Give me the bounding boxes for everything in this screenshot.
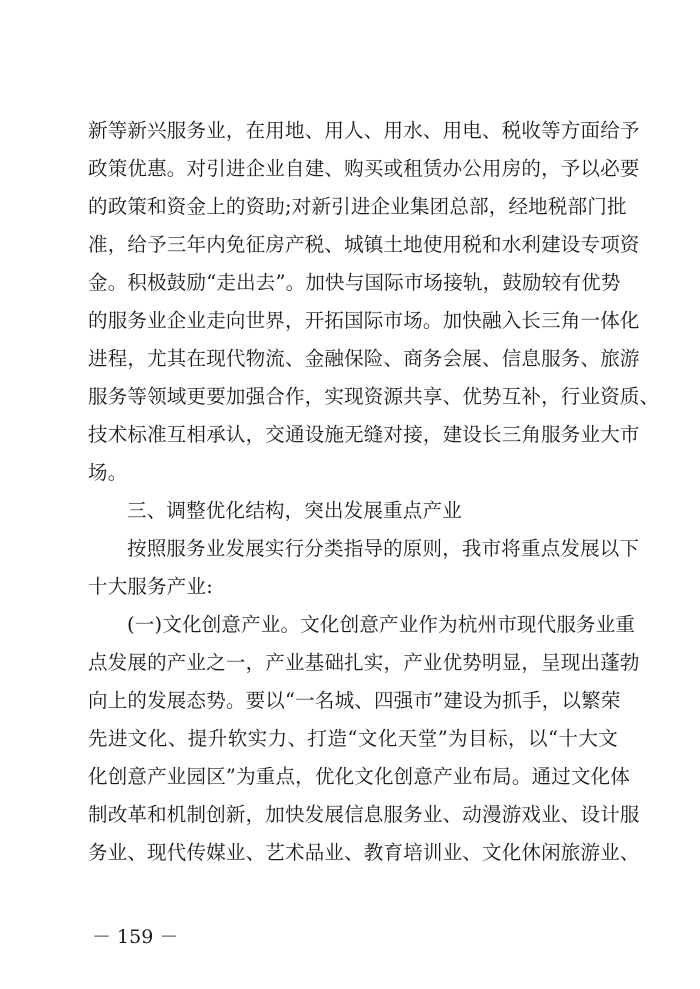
- subsection-line: (一)文化创意产业。文化创意产业作为杭州市现代服务业重: [127, 613, 636, 636]
- text-line: 技术标准互相承认，交通设施无缝对接，建设长三角服务业大市: [88, 423, 640, 446]
- text-line: 向上的发展态势。要以“一名城、四强市”建设为抓手，以繁荣: [88, 689, 621, 712]
- text-line: 制改革和机制创新，加快发展信息服务业、动漫游戏业、设计服: [88, 803, 640, 826]
- text-line: 十大服务产业:: [88, 575, 213, 598]
- text-line: 先进文化、提升软实力、打造“文化天堂”为目标，以“十大文: [88, 727, 618, 750]
- body-text: [88, 112, 660, 872]
- text-line: 准，给予三年内免征房产税、城镇土地使用税和水利建设专项资: [88, 233, 640, 256]
- text-line: 的政策和资金上的资助;对新引进企业集团总部，经地税部门批: [88, 195, 627, 218]
- text-line: 进程，尤其在现代物流、金融保险、商务会展、信息服务、旅游: [88, 347, 640, 370]
- text-line: 务业、现代传媒业、艺术品业、教育培训业、文化休闲旅游业、: [88, 841, 640, 864]
- text-line: 金。积极鼓励“走出去”。加快与国际市场接轨，鼓励较有优势: [88, 271, 621, 294]
- section-heading: 三、调整优化结构，突出发展重点产业: [127, 499, 462, 522]
- text-line: 服务等领域更要加强合作，实现资源共享、优势互补，行业资质、: [88, 385, 660, 408]
- text-line: 政策优惠。对引进企业自建、购买或租赁办公用房的，予以必要: [88, 157, 640, 180]
- text-line: 的服务业企业走向世界，开拓国际市场。加快融入长三角一体化: [88, 309, 640, 332]
- text-line: 新等新兴服务业，在用地、用人、用水、用电、税收等方面给予: [88, 119, 640, 142]
- text-line: 场。: [88, 461, 128, 484]
- text-line: 化创意产业园区”为重点，优化文化创意产业布局。通过文化体: [88, 765, 631, 788]
- text-line: 按照服务业发展实行分类指导的原则，我市将重点发展以下: [127, 537, 640, 560]
- text-line: 点发展的产业之一，产业基础扎实，产业优势明显，呈现出蓬勃: [88, 651, 640, 674]
- page-number: － 159 －: [92, 926, 179, 948]
